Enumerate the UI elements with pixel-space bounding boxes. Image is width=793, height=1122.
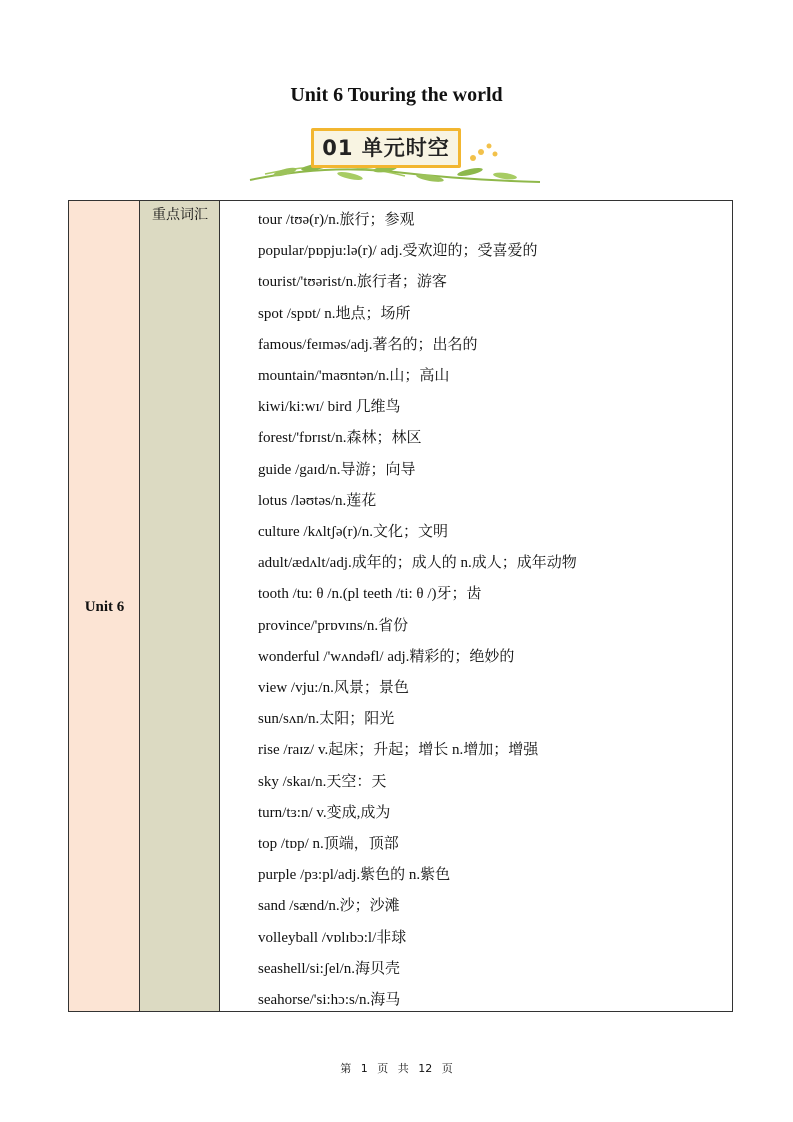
page-title: Unit 6 Touring the world <box>290 84 503 106</box>
word-item: rise /raɪz/ v.起床；升起；增长 n.增加；增强 <box>258 742 539 759</box>
word-item: forest/'fɒrɪst/n.森林；林区 <box>258 430 422 447</box>
banner-label: 01 单元时空 <box>322 136 450 160</box>
section-banner <box>245 124 545 188</box>
word-item: volleyball /vɒlɪbɔ:l/非球 <box>258 929 407 946</box>
word-item: sun/sʌn/n.太阳；阳光 <box>258 711 395 728</box>
footer-total-pages: 12 <box>418 1062 433 1075</box>
word-item: wonderful /'wʌndəfl/ adj.精彩的；绝妙的 <box>258 648 515 665</box>
word-item: turn/tɜ:n/ v.变成,成为 <box>258 804 391 821</box>
word-item: adult/ædʌlt/adj.成年的；成人的 n.成人；成年动物 <box>258 555 577 572</box>
footer-prefix: 第 <box>340 1062 352 1075</box>
word-item: seahorse/'si:hɔ:s/n.海马 <box>258 992 401 1008</box>
vocabulary-table <box>68 200 733 1012</box>
word-item: purple /pɜ:pl/adj.紫色的 n.紫色 <box>258 867 451 884</box>
word-list <box>220 201 732 1011</box>
word-item: lotus /ləʊtəs/n.莲花 <box>258 492 377 509</box>
unit-column <box>69 201 140 1011</box>
page-footer <box>0 1060 793 1076</box>
word-item: mountain/'maʊntən/n.山；高山 <box>258 368 450 384</box>
word-item: sand /sænd/n.沙；沙滩 <box>258 898 400 915</box>
word-item: popular/pɒpju:lə(r)/ adj.受欢迎的；受喜爱的 <box>258 243 538 260</box>
word-item: sky /skaɪ/n.天空：天 <box>258 773 387 790</box>
word-item: famous/feɪməs/adj.著名的；出名的 <box>258 336 478 353</box>
word-item: tour /tʊə(r)/n.旅行；参观 <box>258 212 415 228</box>
word-item: tourist/'tʊərist/n.旅行者；游客 <box>258 274 447 291</box>
footer-mid1: 页 <box>377 1062 389 1075</box>
unit-label: Unit 6 <box>84 599 125 615</box>
word-item: province/'prɒvɪns/n.省份 <box>258 617 409 634</box>
category-column <box>140 201 220 1011</box>
footer-suffix: 页 <box>441 1062 453 1075</box>
footer-page-number: 1 <box>360 1062 368 1075</box>
word-item: top /tɒp/ n.顶端，顶部 <box>258 836 399 852</box>
word-item: view /vju:/n.风景；景色 <box>258 680 409 696</box>
word-item: tooth /tu: θ /n.(pl teeth /ti: θ /)牙；齿 <box>258 586 482 603</box>
word-item: guide /gaɪd/n.导游；向导 <box>258 461 416 478</box>
footer-mid2: 共 <box>397 1062 409 1075</box>
category-label: 重点词汇 <box>152 207 208 223</box>
word-item: seashell/si:ʃel/n.海贝壳 <box>258 960 401 977</box>
word-item: spot /spɒt/ n.地点；场所 <box>258 305 411 322</box>
word-item: culture /kʌltʃə(r)/n.文化；文明 <box>258 524 448 540</box>
word-item: kiwi/ki:wɪ/ bird 几维鸟 <box>258 399 401 416</box>
